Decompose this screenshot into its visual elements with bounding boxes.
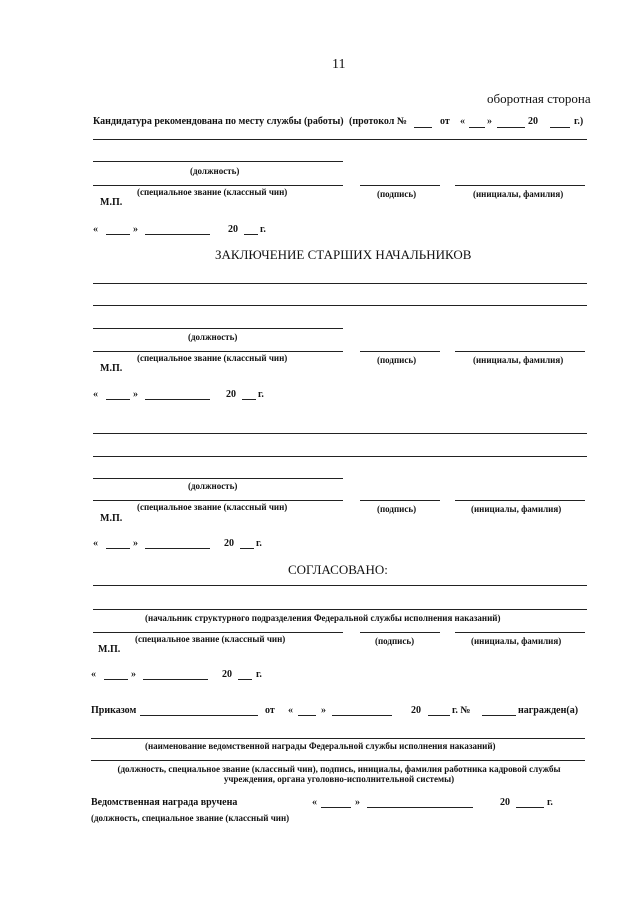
rank-caption-4: (специальное звание (классный чин) (135, 634, 286, 644)
position-line-3[interactable] (93, 478, 343, 479)
award-quote-open: « (312, 797, 317, 808)
conclusion-line-4[interactable] (93, 456, 587, 457)
date-quote-open-3: « (93, 538, 98, 549)
award-month-field[interactable] (367, 807, 473, 808)
award-yeardigits-field[interactable] (516, 807, 544, 808)
order-label: Приказом (91, 705, 137, 716)
signature-caption-2: (подпись) (377, 355, 417, 365)
protocol-number-field[interactable] (414, 127, 432, 128)
agreed-head-caption: (начальник структурного подразделения Федеральной службы исполнения наказаний) (145, 613, 501, 623)
order-quote-close: » (321, 705, 326, 716)
initials-caption-2: (инициалы, фамилия) (473, 355, 564, 365)
date-g-2: г. (258, 389, 264, 400)
order-yeardigits-field[interactable] (428, 715, 450, 716)
rank-line-1[interactable] (93, 185, 343, 186)
recommendation-text: Кандидатура рекомендована по месту службы (работы) (93, 116, 344, 127)
date-quote-close-4: » (131, 669, 136, 680)
date-year-4: 20 (222, 669, 232, 680)
date-quote-close-1: » (133, 224, 138, 235)
mp-4: М.П. (98, 644, 121, 655)
protocol-label: (протокол № (349, 116, 407, 127)
date-day-3[interactable] (106, 548, 130, 549)
recommendation-line[interactable] (93, 139, 587, 140)
initials-line-3[interactable] (455, 500, 585, 501)
signature-line-3[interactable] (360, 500, 440, 501)
date-quote-open-2: « (93, 389, 98, 400)
date-g-3: г. (256, 538, 262, 549)
date-year-1: 20 (228, 224, 238, 235)
order-year: 20 (411, 705, 421, 716)
signature-caption-4: (подпись) (375, 636, 415, 646)
rank-line-2[interactable] (93, 351, 343, 352)
awarded-label: награжден(а) (518, 705, 579, 716)
rank-caption-1: (специальное звание (классный чин) (137, 187, 288, 197)
conclusion-line-1[interactable] (93, 283, 587, 284)
initials-line-2[interactable] (455, 351, 585, 352)
award-quote-close: » (355, 797, 360, 808)
signature-caption-3: (подпись) (377, 504, 417, 514)
rank-caption-2: (специальное звание (классный чин) (137, 353, 288, 363)
date-g-4: г. (256, 669, 262, 680)
signature-line-4[interactable] (360, 632, 440, 633)
initials-caption-4: (инициалы, фамилия) (471, 636, 562, 646)
hr-line[interactable] (91, 760, 585, 761)
date-g-1: г. (260, 224, 266, 235)
date-yeardigits-1[interactable] (244, 234, 258, 235)
date-yeardigits-3[interactable] (240, 548, 254, 549)
reverse-side-label: оборотная сторона (487, 91, 591, 106)
initials-caption-3: (инициалы, фамилия) (471, 504, 562, 514)
date-year-3: 20 (224, 538, 234, 549)
date-quote-open-1: « (93, 224, 98, 235)
mp-2: М.П. (100, 363, 123, 374)
position-line-1[interactable] (93, 161, 343, 162)
date-quote-close-2: » (133, 389, 138, 400)
rank-line-3[interactable] (93, 500, 343, 501)
date-quote-open-4: « (91, 669, 96, 680)
order-month-field[interactable] (332, 715, 392, 716)
agreed-line-2[interactable] (93, 609, 587, 610)
date-day-4[interactable] (104, 679, 128, 680)
rank-line-4[interactable] (93, 632, 343, 633)
award-name-caption: (наименование ведомственной награды Федеральной службы исполнения наказаний) (145, 741, 496, 751)
initials-line-1[interactable] (455, 185, 585, 186)
mp-1: М.П. (100, 197, 123, 208)
protocol-year-field[interactable] (550, 127, 570, 128)
order-from-label: от (265, 705, 275, 716)
quote-open: « (460, 116, 465, 127)
date-day-1[interactable] (106, 234, 130, 235)
conclusion-line-2[interactable] (93, 305, 587, 306)
quote-close: » (487, 116, 492, 127)
date-month-3[interactable] (145, 548, 210, 549)
order-quote-open: « (288, 705, 293, 716)
signature-line-1[interactable] (360, 185, 440, 186)
rank-caption-3: (специальное звание (классный чин) (137, 502, 288, 512)
date-yeardigits-2[interactable] (242, 399, 256, 400)
protocol-day-field[interactable] (469, 127, 485, 128)
year-prefix: 20 (528, 116, 538, 127)
date-day-2[interactable] (106, 399, 130, 400)
page-number: 11 (332, 57, 346, 72)
protocol-month-field[interactable] (497, 127, 525, 128)
from-label: от (440, 116, 450, 127)
award-g: г. (547, 797, 553, 808)
order-number-label: г. № (452, 705, 471, 716)
signature-caption-1: (подпись) (377, 189, 417, 199)
last-caption: (должность, специальное звание (классный чин) (91, 813, 290, 823)
order-day-field[interactable] (298, 715, 316, 716)
award-day-field[interactable] (321, 807, 351, 808)
date-month-1[interactable] (145, 234, 210, 235)
position-caption-1: (должность) (190, 166, 240, 176)
date-month-2[interactable] (145, 399, 210, 400)
date-yeardigits-4[interactable] (238, 679, 252, 680)
date-year-2: 20 (226, 389, 236, 400)
signature-line-2[interactable] (360, 351, 440, 352)
initials-caption-1: (инициалы, фамилия) (473, 189, 564, 199)
hr-caption: (должность, специальное звание (классный чин), подпись, инициалы, фамилия работника кадровой службы учреждения, органа уголовно-исполнительной системы) (117, 764, 561, 785)
mp-3: М.П. (100, 513, 123, 524)
order-field[interactable] (140, 715, 258, 716)
award-presented-label: Ведомственная награда вручена (91, 797, 238, 808)
position-line-2[interactable] (93, 328, 343, 329)
award-name-line[interactable] (91, 738, 585, 739)
position-caption-3: (должность) (188, 481, 238, 491)
conclusion-heading: ЗАКЛЮЧЕНИЕ СТАРШИХ НАЧАЛЬНИКОВ (215, 247, 472, 262)
order-number-field[interactable] (482, 715, 516, 716)
conclusion-line-3[interactable] (93, 433, 587, 434)
award-year: 20 (500, 797, 510, 808)
agreed-line-1[interactable] (93, 585, 587, 586)
initials-line-4[interactable] (455, 632, 585, 633)
position-caption-2: (должность) (188, 332, 238, 342)
date-month-4[interactable] (143, 679, 208, 680)
year-suffix: г.) (574, 116, 584, 127)
date-quote-close-3: » (133, 538, 138, 549)
agreed-heading: СОГЛАСОВАНО: (288, 562, 388, 577)
